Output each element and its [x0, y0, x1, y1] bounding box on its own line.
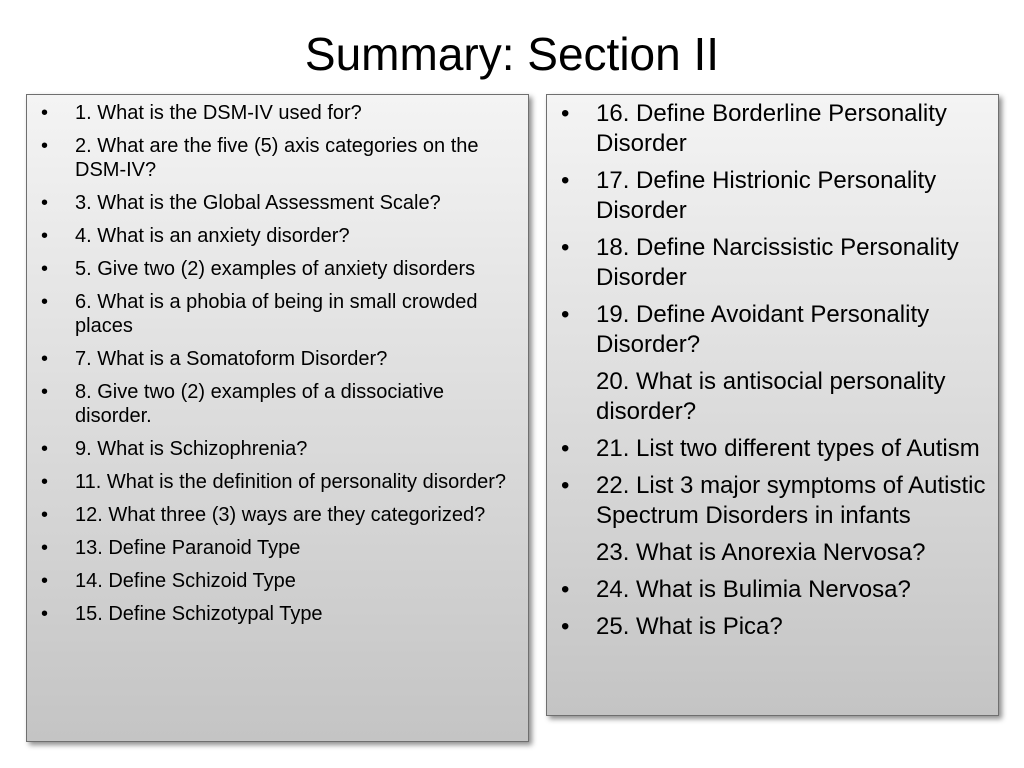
bullet-icon: • [41, 135, 49, 157]
slide-title: Summary: Section II [304, 28, 720, 80]
question-text: 4. What is an anxiety disorder? [75, 225, 350, 247]
question-item [39, 602, 518, 626]
question-text: 7. What is a Somatoform Disorder? [75, 348, 388, 370]
question-item [39, 224, 518, 248]
bullet-icon: • [561, 301, 570, 328]
bullet-icon: • [41, 258, 49, 280]
question-item [559, 99, 990, 159]
bullet-icon: • [41, 438, 49, 460]
question-item [559, 166, 990, 226]
question-item [559, 300, 990, 360]
question-item [39, 380, 518, 428]
question-item [39, 347, 518, 371]
left-question-panel [26, 94, 529, 742]
right-question-list [559, 99, 990, 642]
question-text: 8. Give two (2) examples of a dissociative disorder. [75, 381, 445, 427]
question-item [39, 191, 518, 215]
question-item [559, 575, 990, 605]
bullet-icon: • [561, 613, 570, 640]
question-item [39, 470, 518, 494]
question-item [39, 536, 518, 560]
question-text: 12. What three (3) ways are they categorized? [75, 504, 486, 526]
bullet-icon: • [561, 167, 570, 194]
question-text: 21. List two different types of Autism [596, 435, 980, 462]
question-text: 16. Define Borderline Personality Disorder [596, 100, 947, 157]
question-item [559, 367, 990, 427]
question-item [559, 233, 990, 293]
question-item [39, 257, 518, 281]
bullet-icon: • [561, 100, 570, 127]
bullet-icon: • [41, 348, 49, 370]
question-text: 9. What is Schizophrenia? [75, 438, 308, 460]
question-text: 5. Give two (2) examples of anxiety disorders [75, 258, 476, 280]
bullet-icon: • [561, 576, 570, 603]
question-item [39, 134, 518, 182]
question-text: 23. What is Anorexia Nervosa? [596, 539, 926, 566]
question-text: 20. What is antisocial personality disorder? [596, 368, 946, 425]
question-item [559, 612, 990, 642]
question-text: 22. List 3 major symptoms of Autistic Spectrum Disorders in infants [596, 472, 986, 529]
right-question-panel [546, 94, 999, 716]
question-text: 18. Define Narcissistic Personality Disorder [596, 234, 959, 291]
question-text: 13. Define Paranoid Type [75, 537, 301, 559]
question-text: 6. What is a phobia of being in small crowded places [75, 291, 478, 337]
question-item [39, 290, 518, 338]
bullet-icon: • [41, 471, 49, 493]
bullet-icon: • [41, 291, 49, 313]
question-item [39, 437, 518, 461]
question-text: 14. Define Schizoid Type [75, 570, 296, 592]
question-item [39, 569, 518, 593]
question-text: 25. What is Pica? [596, 613, 783, 640]
question-text: 11. What is the definition of personality disorder? [75, 471, 506, 493]
question-item [39, 503, 518, 527]
bullet-icon: • [41, 570, 49, 592]
bullet-icon: • [41, 381, 49, 403]
bullet-icon: • [41, 102, 49, 124]
bullet-icon: • [41, 192, 49, 214]
question-text: 2. What are the five (5) axis categories on the DSM-IV? [75, 135, 479, 181]
question-item [559, 471, 990, 531]
question-text: 3. What is the Global Assessment Scale? [75, 192, 441, 214]
question-text: 24. What is Bulimia Nervosa? [596, 576, 911, 603]
question-text: 15. Define Schizotypal Type [75, 603, 323, 625]
bullet-icon: • [561, 435, 570, 462]
bullet-icon: • [41, 504, 49, 526]
question-item [559, 538, 990, 568]
question-item [559, 434, 990, 464]
question-text: 19. Define Avoidant Personality Disorder? [596, 301, 930, 358]
question-item [39, 101, 518, 125]
bullet-icon: • [41, 537, 49, 559]
bullet-icon: • [41, 603, 49, 625]
question-text: 1. What is the DSM-IV used for? [75, 102, 362, 124]
bullet-icon: • [561, 234, 570, 261]
bullet-icon: • [41, 225, 49, 247]
question-text: 17. Define Histrionic Personality Disorder [596, 167, 937, 224]
bullet-icon: • [561, 472, 570, 499]
left-question-list [39, 101, 518, 626]
